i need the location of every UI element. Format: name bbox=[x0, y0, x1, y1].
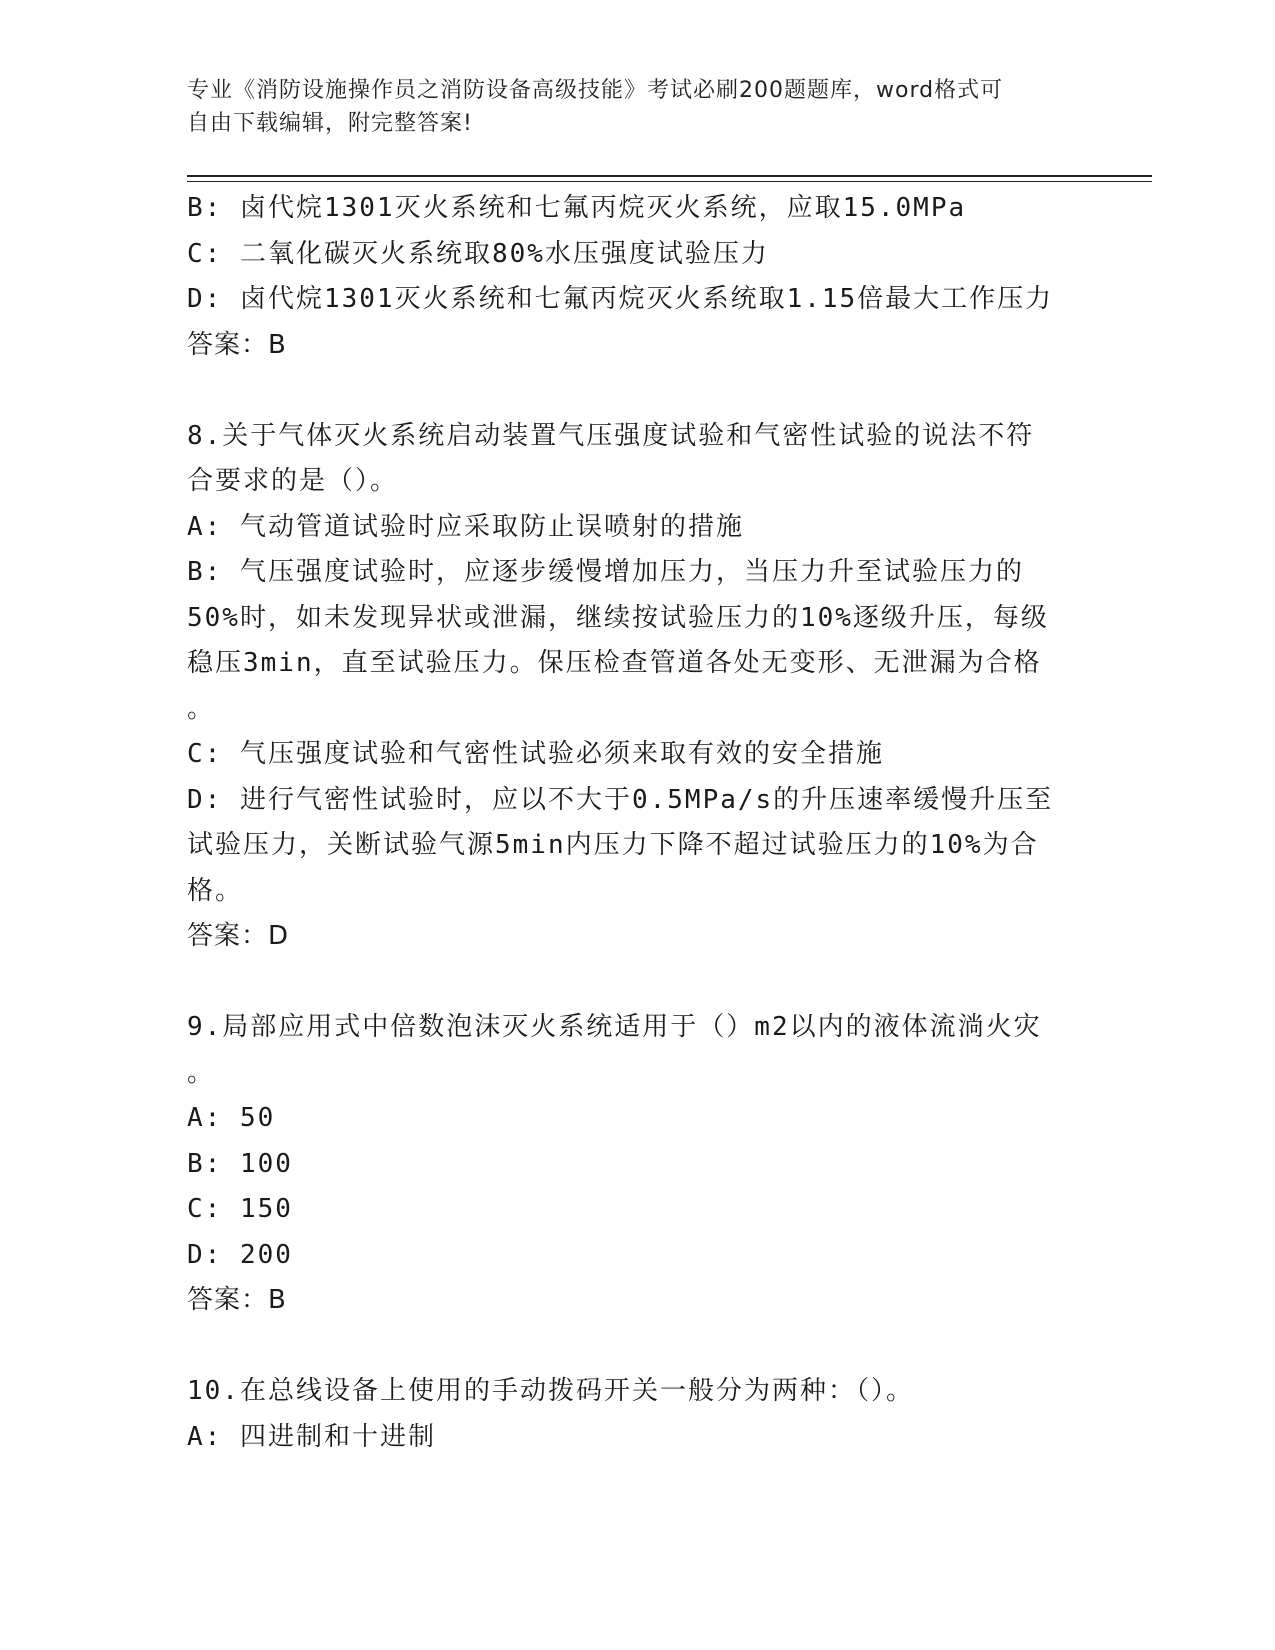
q9-option-a: A: 50 bbox=[187, 1103, 276, 1133]
q8-option-d-line-1: D: 进行气密性试验时，应以不大于0.5MPa/s的升压速率缓慢升压至 bbox=[187, 784, 1054, 815]
header-rule-thick bbox=[187, 175, 1152, 177]
q8-option-d-line-2: 试验压力，关断试验气源5min内压力下降不超过试验压力的10%为合 bbox=[187, 830, 1039, 860]
q7-option-b: B: 卤代烷1301灭火系统和七氟丙烷灭火系统，应取15.0MPa bbox=[187, 193, 967, 223]
q9-option-c: C: 150 bbox=[187, 1194, 293, 1224]
q7-option-d: D: 卤代烷1301灭火系统和七氟丙烷灭火系统取1.15倍最大工作压力 bbox=[187, 284, 1054, 314]
q9-answer: 答案：B bbox=[187, 1285, 287, 1315]
q8-answer: 答案：D bbox=[187, 921, 290, 951]
spacer bbox=[187, 960, 1067, 1006]
question-10 bbox=[187, 1369, 1067, 1460]
q10-option-a: A: 四进制和十进制 bbox=[187, 1421, 436, 1452]
question-7 bbox=[187, 186, 1067, 368]
q8-stem-line-1: 8.关于气体灭火系统启动装置气压强度试验和气密性试验的说法不符 bbox=[187, 420, 1035, 451]
q8-option-c: C: 气压强度试验和气密性试验必须来取有效的安全措施 bbox=[187, 739, 884, 769]
spacer bbox=[187, 368, 1067, 414]
q8-option-b-line-2: 50%时，如未发现异状或泄漏，继续按试验压力的10%逐级升压，每级 bbox=[187, 602, 1049, 633]
q8-option-b-line-4: 。 bbox=[187, 693, 216, 724]
q9-stem-line-1: 9.局部应用式中倍数泡沫灭火系统适用于（）m2以内的液体流淌火灾 bbox=[187, 1012, 1042, 1042]
q8-option-d-line-3: 格。 bbox=[187, 875, 244, 906]
q7-option-c: C: 二氧化碳灭火系统取80%水压强度试验压力 bbox=[187, 238, 769, 269]
question-9 bbox=[187, 1005, 1067, 1324]
q8-stem-line-2: 合要求的是（）。 bbox=[187, 466, 399, 496]
header-rule-thin bbox=[187, 181, 1152, 182]
q9-option-d: D: 200 bbox=[187, 1239, 293, 1270]
q10-stem: 10.在总线设备上使用的手动拨码开关一般分为两种：（）。 bbox=[187, 1376, 914, 1406]
spacer bbox=[187, 1324, 1067, 1370]
page-header bbox=[187, 74, 1067, 140]
q8-option-b-line-1: B: 气压强度试验时，应逐步缓慢增加压力，当压力升至试验压力的 bbox=[187, 557, 1024, 587]
question-8 bbox=[187, 414, 1067, 960]
q7-answer: 答案：B bbox=[187, 329, 287, 360]
q8-option-b-line-3: 稳压3min，直至试验压力。保压检查管道各处无变形、无泄漏为合格 bbox=[187, 648, 1042, 678]
question-content bbox=[187, 186, 1067, 1460]
header-line-1: 专业《消防设施操作员之消防设备高级技能》考试必刷200题题库，word格式可 bbox=[187, 78, 1004, 103]
q8-option-a: A: 气动管道试验时应采取防止误喷射的措施 bbox=[187, 511, 744, 542]
header-line-2: 自由下载编辑，附完整答案! bbox=[187, 111, 473, 136]
q9-stem-line-2: 。 bbox=[187, 1057, 216, 1088]
q9-option-b: B: 100 bbox=[187, 1148, 293, 1179]
